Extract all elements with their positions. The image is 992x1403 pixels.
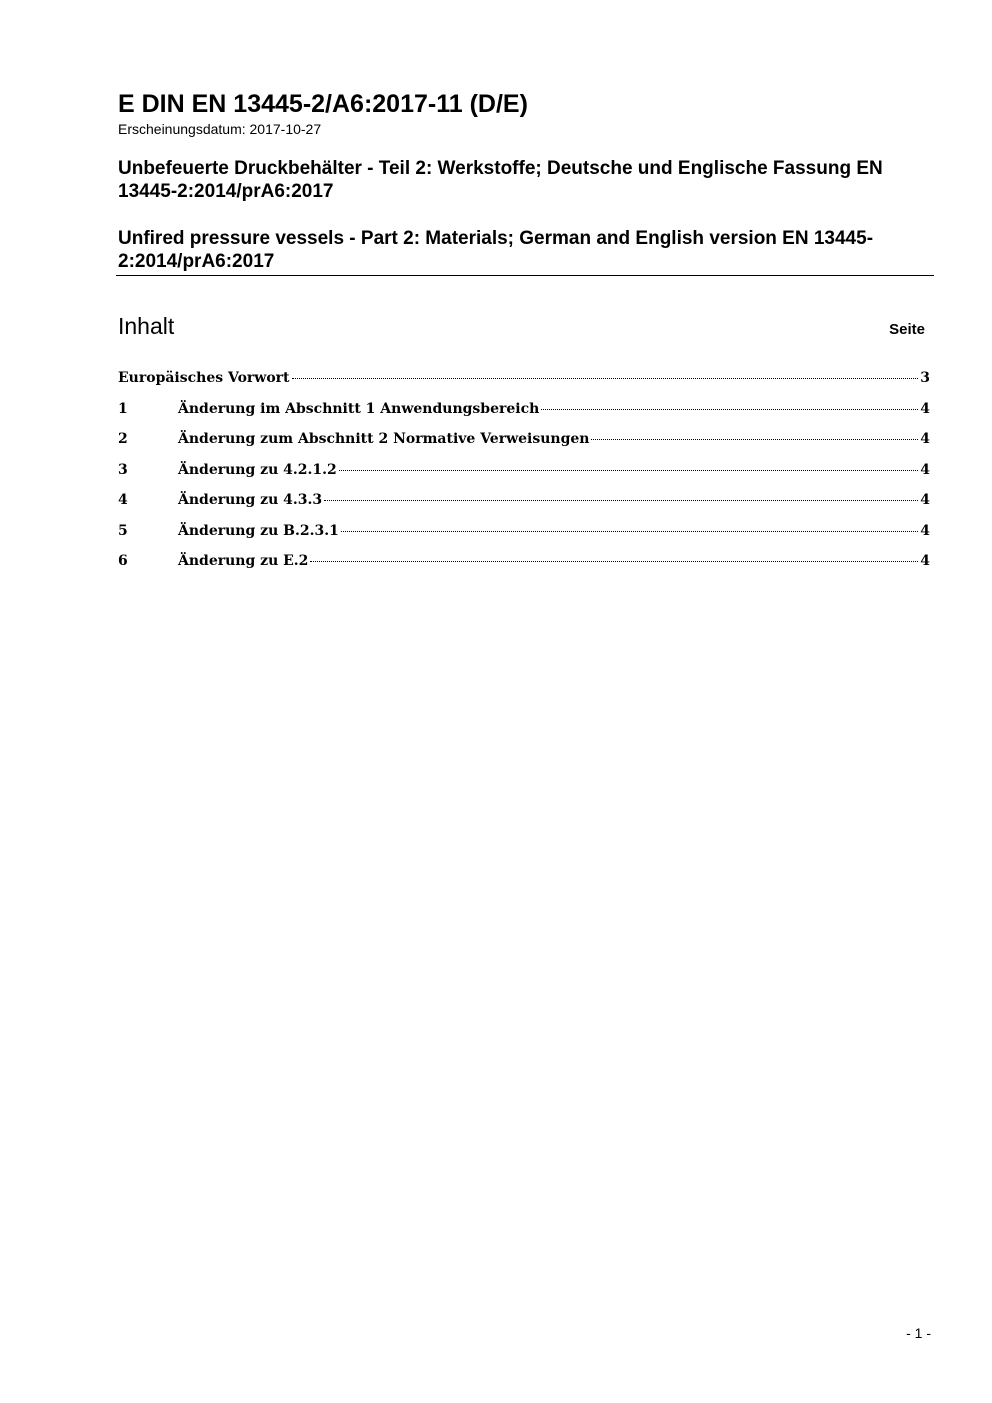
toc-entry-2[interactable] [118, 431, 930, 462]
toc-entry-title: Änderung zum Abschnitt 2 Normative Verweisungen [178, 431, 590, 447]
toc-entry-title: Europäisches Vorwort [118, 370, 290, 386]
toc-leader-dots [292, 378, 919, 379]
toc-page-label: Seite [889, 321, 925, 338]
toc-entry-number: 6 [118, 553, 128, 569]
toc-entry-number: 2 [118, 431, 128, 447]
toc-entry-title: Änderung zu E.2 [178, 553, 309, 569]
toc-leader-dots [341, 531, 918, 532]
page-number: - 1 - [906, 1325, 931, 1341]
toc-leader-dots [310, 561, 918, 562]
toc-leader-dots [339, 470, 919, 471]
toc-leader-dots [591, 439, 918, 440]
toc-entry-page: 4 [920, 522, 930, 539]
header-divider [116, 275, 934, 276]
toc-entry-number: 4 [118, 492, 128, 508]
toc-entry-page: 4 [920, 400, 930, 417]
toc-entry-title: Änderung zu 4.3.3 [178, 492, 323, 508]
publication-date: Erscheinungsdatum: 2017-10-27 [118, 121, 322, 137]
toc-entry-page: 3 [920, 370, 930, 386]
toc-entry-page: 4 [920, 553, 930, 569]
toc-entry-page: 4 [920, 492, 930, 508]
toc-entry-title: Änderung zu B.2.3.1 [178, 522, 339, 539]
toc-entry-number: 5 [118, 522, 128, 539]
title-english: Unfired pressure vessels - Part 2: Materials; German and English version EN 13445-2:2014/prA6:2017 [118, 228, 874, 272]
toc-entry-number: 1 [118, 400, 128, 417]
toc-heading: Inhalt [118, 313, 175, 339]
toc-entry-number: 3 [118, 461, 128, 478]
toc-entry-6[interactable] [118, 553, 930, 584]
toc-entry-foreword[interactable] [118, 370, 930, 401]
toc-entry-title: Änderung im Abschnitt 1 Anwendungsbereich [178, 400, 540, 417]
table-of-contents [118, 370, 930, 584]
toc-entry-5[interactable] [118, 523, 930, 554]
toc-entry-3[interactable] [118, 462, 930, 493]
toc-leader-dots [324, 500, 918, 501]
toc-entry-page: 4 [920, 461, 930, 478]
toc-entry-1[interactable] [118, 401, 930, 432]
toc-entry-title: Änderung zu 4.2.1.2 [178, 461, 337, 478]
title-german: Unbefeuerte Druckbehälter - Teil 2: Werkstoffe; Deutsche und Englische Fassung EN 13445-2:2014/prA6:2017 [118, 158, 883, 202]
toc-entry-page: 4 [920, 431, 930, 447]
toc-entry-4[interactable] [118, 492, 930, 523]
document-id: E DIN EN 13445-2/A6:2017-11 (D/E) [118, 90, 528, 118]
toc-leader-dots [541, 409, 918, 410]
